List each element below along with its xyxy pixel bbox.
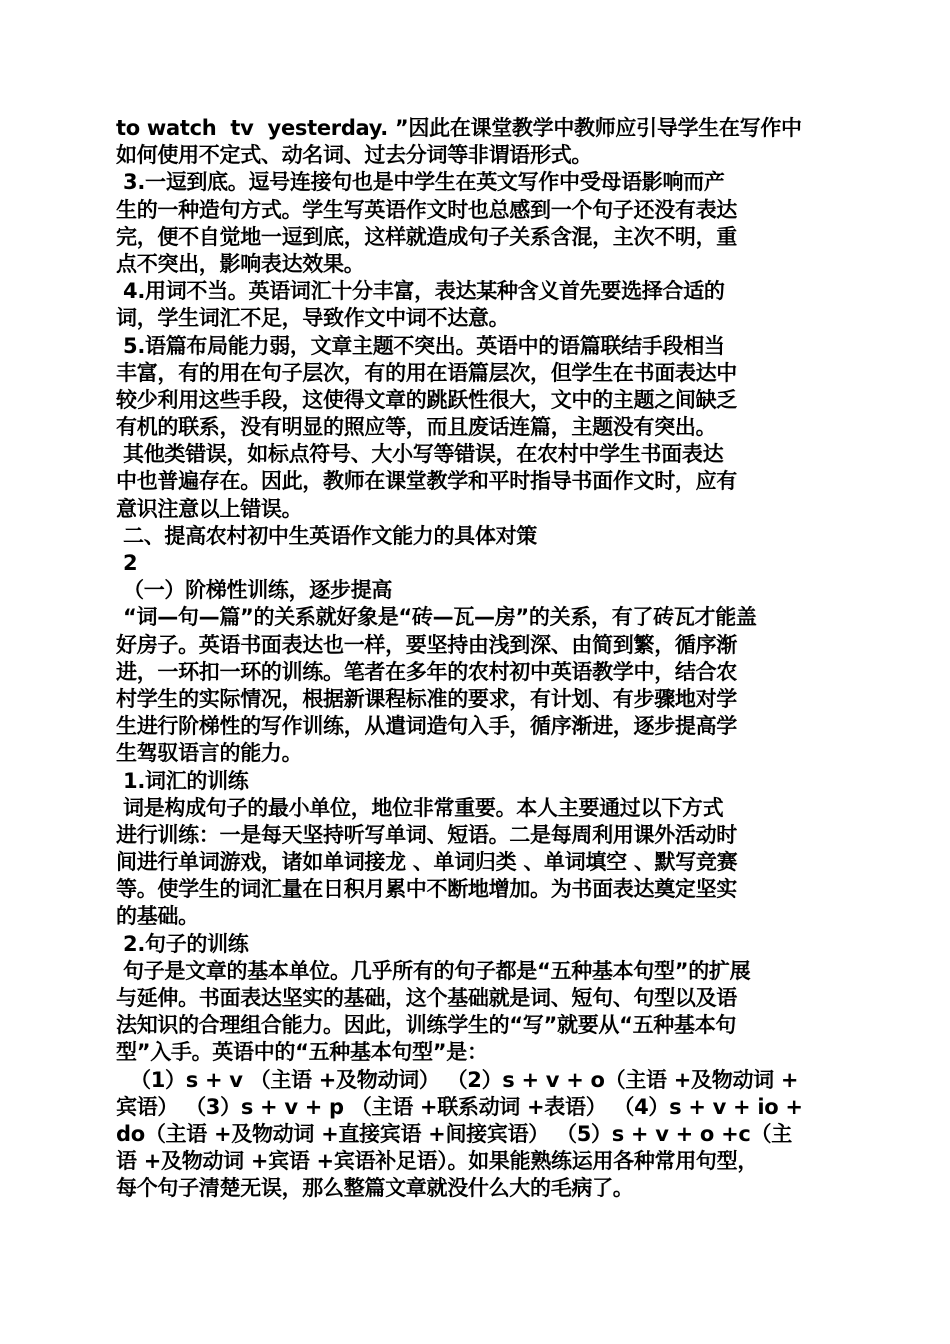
text-line: 词是构成句子的最小单位，地位非常重要。本人主要通过以下方式 [116, 795, 724, 820]
text-line: 生驾驭语言的能力。 [116, 741, 303, 766]
text-line: 句子是文章的基本单位。几乎所有的句子都是“五种基本句型”的扩展 [116, 958, 751, 983]
text-line: （1）s + v （主语 +及物动词） （2）s + v + o（主语 +及物动词 + [116, 1067, 799, 1092]
text-line: 型”入手。英语中的“五种基本句型”是： [116, 1040, 488, 1065]
text-line: do（主语 +及物动词 +直接宾语 +间接宾语） （5）s + v + o +c（主 [116, 1121, 792, 1146]
text-line: 较少利用这些手段，这使得文章的跳跃性很大，文中的主题之间缺乏 [116, 387, 737, 412]
document-body [116, 115, 838, 1203]
text-line: 好房子。英语书面表达也一样，要坚持由浅到深、由简到繁，循序渐 [116, 632, 737, 657]
text-line: 有机的联系，没有明显的照应等，而且废话连篇，主题没有突出。 [116, 415, 717, 440]
text-line: 进，一环扣一环的训练。笔者在多年的农村初中英语教学中，结合农 [116, 659, 737, 684]
text-line: 5.语篇布局能力弱，文章主题不突出。英语中的语篇联结手段相当 [116, 333, 725, 358]
item-heading: 1.词汇的训练 [116, 768, 249, 793]
text-line: 其他类错误，如标点符号、大小写等错误，在农村中学生书面表达 [116, 442, 724, 467]
text-line: 中也普遍存在。因此，教师在课堂教学和平时指导书面作文时，应有 [116, 469, 737, 494]
text-line: 与延伸。书面表达坚实的基础，这个基础就是词、短句、句型以及语 [116, 986, 737, 1010]
text-line: 3.一逗到底。逗号连接句也是中学生在英文写作中受母语影响而产 [116, 170, 725, 195]
subsection-heading: （一）阶梯性训练，逐步提高 [116, 578, 393, 603]
page-number: 2 [116, 551, 138, 575]
text-line: 4.用词不当。英语词汇十分丰富，表达某种含义首先要选择合适的 [116, 279, 725, 304]
text-line: 如何使用不定式、动名词、过去分词等非谓语形式。 [116, 143, 593, 168]
text-line: “词—句—篇”的关系就好象是“砖—瓦—房”的关系，有了砖瓦才能盖 [116, 605, 757, 630]
item-heading: 2.句子的训练 [116, 931, 249, 956]
text-line: 等。使学生的词汇量在日积月累中不断地增加。为书面表达奠定坚实 [116, 877, 737, 902]
text-line: 村学生的实际情况，根据新课程标准的要求，有计划、有步骤地对学 [116, 686, 737, 711]
text-line: to watch tv yesterday. ”因此在课堂教学中教师应引导学生在写作中 [116, 116, 802, 140]
text-line: 语 +及物动词 +宾语 +宾语补足语）。如果能熟练运用各种常用句型， [116, 1149, 759, 1174]
text-line: 丰富，有的用在句子层次，有的用在语篇层次，但学生在书面表达中 [116, 360, 737, 385]
text-line: 进行训练：一是每天坚持听写单词、短语。二是每周利用课外活动时 [116, 822, 737, 847]
text-line: 生进行阶梯性的写作训练，从遣词造句入手，循序渐进，逐步提高学 [116, 714, 737, 739]
text-line: 间进行单词游戏，诸如单词接龙 、单词归类 、单词填空 、默写竞赛 [116, 850, 738, 875]
text-line: 完，便不自觉地一逗到底，这样就造成句子关系含混，主次不明，重 [116, 224, 737, 249]
text-line: 法知识的合理组合能力。因此，训练学生的“写”就要从“五种基本句 [116, 1013, 737, 1038]
text-line: 意识注意以上错误。 [116, 496, 303, 521]
text-line: 生的一种造句方式。学生写英语作文时也总感到一个句子还没有表达 [116, 197, 737, 222]
text-line: 宾语） （3）s + v + p （主语 +联系动词 +表语） （4）s + v + io + [116, 1094, 803, 1119]
text-line: 的基础。 [116, 904, 199, 929]
text-line: 点不突出，影响表达效果。 [116, 251, 365, 276]
section-heading: 二、提高农村初中生英语作文能力的具体对策 [116, 523, 538, 548]
text-line: 词，学生词汇不足，导致作文中词不达意。 [116, 306, 510, 331]
text-line: 每个句子清楚无误，那么整篇文章就没什么大的毛病了。 [116, 1176, 634, 1201]
